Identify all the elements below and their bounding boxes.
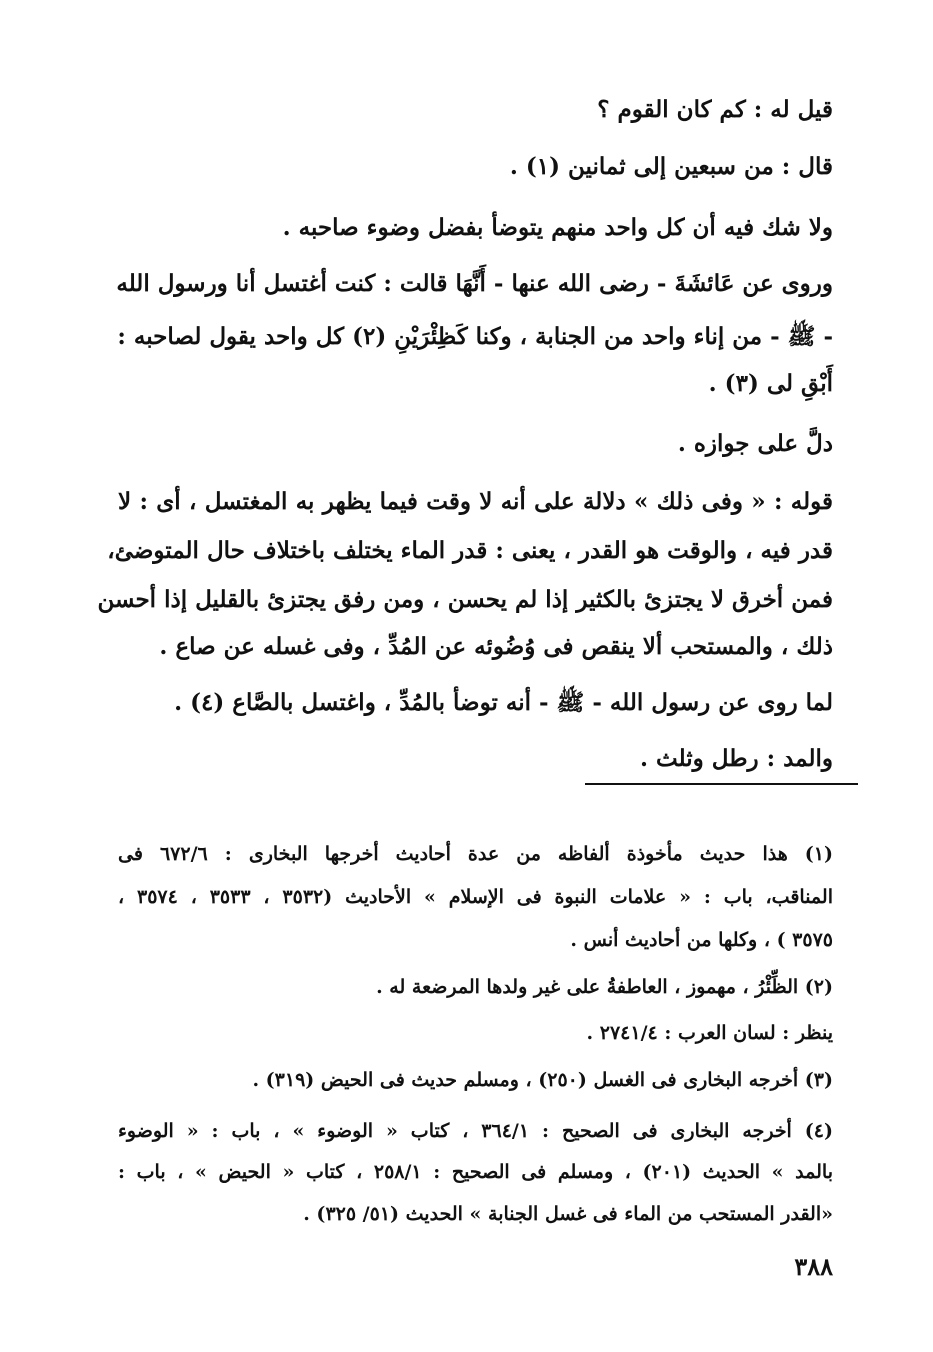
footnote-line: «القدر المستحب من الماء فى غسل الجنابة » الحديث (٥١/ ٣٢٥) .	[303, 1203, 833, 1225]
footnote-line: (١) هذا حديث مأخوذة ألفاظه من عدة أحاديث أخرجها البخارى : ٦٧٢/٦ فى	[118, 843, 833, 865]
body-line: لما روى عن رسول الله - ﷺ - أنه توضأ بالمُدِّ ، واغتسل بالصَّاع (٤) .	[174, 689, 833, 716]
body-line: دلَّ على جوازه .	[677, 430, 833, 457]
body-line: وروى عن عَائشَةَ - رضى الله عنها - أَنَّهَا قالت : كنت أغتسل أنا ورسول الله	[116, 270, 833, 297]
body-line: فمن أخرق لا يجتزئ بالكثير إذا لم يحسن ، ومن رفق يجتزئ بالقليل إذا أحسن	[97, 586, 833, 613]
footnote-line: ينظر : لسان العرب : ٢٧٤١/٤ .	[586, 1022, 833, 1044]
footnote-line: المناقب، باب : « علامات النبوة فى الإسلام » الأحاديث (٣٥٣٢ ، ٣٥٣٣ ، ٣٥٧٤ ،	[118, 886, 833, 908]
body-line: ولا شك فيه أن كل واحد منهم يتوضأ بفضل وضوء صاحبه .	[282, 214, 833, 241]
footnote-line: (٤) أخرجه البخارى فى الصحيح : ٣٦٤/١ ، كتاب « الوضوء » ، باب : « الوضوء	[118, 1120, 833, 1142]
footnote-line: ٣٥٧٥ ) ، وكلها من أحاديث أنس .	[570, 929, 833, 951]
footnote-line: (٣) أخرجه البخارى فى الغسل (٢٥٠) ، ومسلم حديث فى الحيض (٣١٩) .	[252, 1069, 833, 1091]
body-line: قدر فيه ، والوقت هو القدر ، يعنى : قدر الماء يختلف باختلاف حال المتوضئ،	[107, 537, 833, 564]
body-line: قيل له : كم كان القوم ؟	[597, 96, 833, 123]
footnote-separator	[585, 783, 858, 785]
footnote-line: (٢) الظِّئْرُ ، مهموز ، العاطفةُ على غير ولدها المرضعة له .	[376, 976, 833, 998]
body-line: ذلك ، والمستحب ألا ينقص فى وُضُوئه عن المُدِّ ، وفى غسله عن صاع .	[159, 633, 833, 660]
footnote-line: بالمد » الحديث (٢٠١) ، ومسلم فى الصحيح : ٢٥٨/١ ، كتاب « الحيض » ، باب :	[118, 1161, 833, 1183]
body-line: - ﷺ - من إناء واحد من الجنابة ، وكنا كَظِئْرَيْنِ (٢) كل واحد يقول لصاحبه :	[117, 323, 833, 350]
body-line: أَبْقِ لى (٣) .	[708, 370, 833, 397]
page-number: ٣٨٨	[794, 1252, 833, 1281]
body-line: قال : من سبعين إلى ثمانين (١) .	[509, 153, 833, 180]
body-line: والمد : رطل وثلث .	[640, 745, 833, 772]
body-line: قوله : « وفى ذلك » دلالة على أنه لا وقت فيما يظهر به المغتسل ، أى : لا	[118, 488, 833, 515]
